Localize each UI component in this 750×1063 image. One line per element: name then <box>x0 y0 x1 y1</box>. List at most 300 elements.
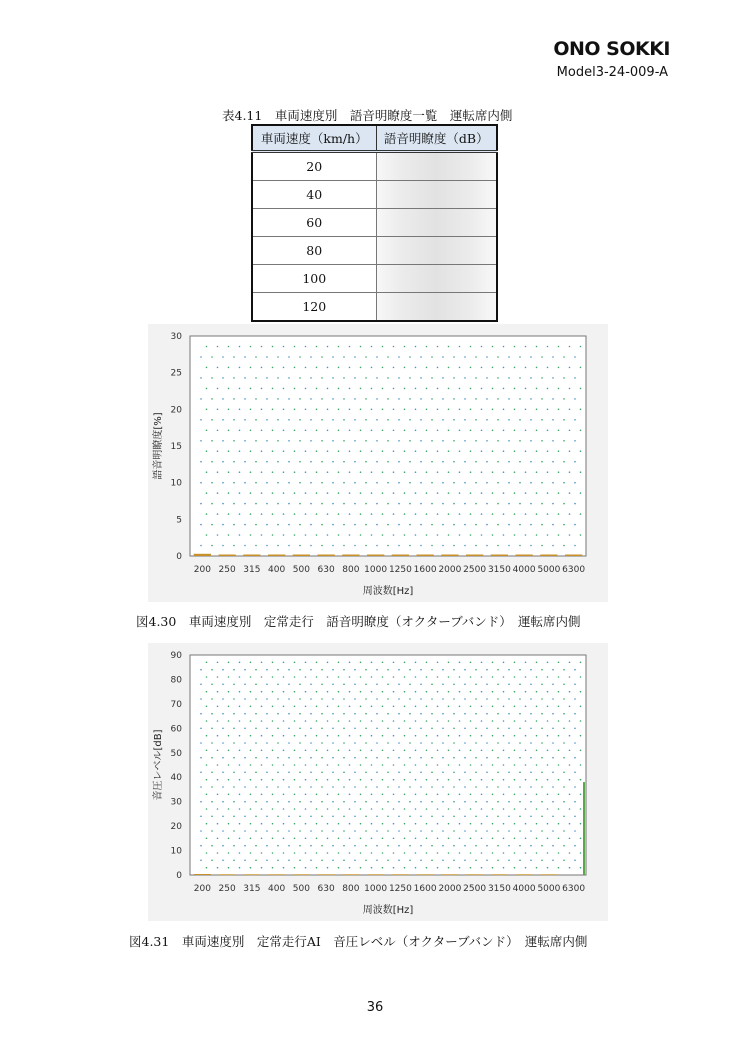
grid-dot <box>338 471 340 473</box>
grid-dot <box>261 450 263 452</box>
grid-dot <box>360 764 362 766</box>
x-tick-label: 500 <box>292 884 310 894</box>
grid-dot <box>332 742 334 744</box>
grid-dot <box>277 461 279 463</box>
grid-dot <box>464 684 466 686</box>
grid-dot <box>393 534 395 536</box>
grid-dot <box>200 524 202 526</box>
x-tick-label: 800 <box>342 565 360 575</box>
grid-dot <box>261 779 263 781</box>
grid-dot <box>354 801 356 803</box>
grid-dot <box>431 440 433 442</box>
grid-dot <box>404 823 406 825</box>
grid-dot <box>519 419 521 421</box>
grid-dot <box>233 377 235 379</box>
grid-dot <box>398 503 400 505</box>
grid-dot <box>398 801 400 803</box>
grid-dot <box>442 503 444 505</box>
grid-dot <box>261 534 263 536</box>
grid-dot <box>349 492 351 494</box>
grid-dot <box>431 845 433 847</box>
grid-dot <box>409 757 411 759</box>
grid-dot <box>497 545 499 547</box>
grid-dot <box>448 838 450 840</box>
grid-dot <box>503 838 505 840</box>
grid-dot <box>261 750 263 752</box>
grid-dot <box>371 388 373 390</box>
grid-dot <box>338 838 340 840</box>
grid-dot <box>552 503 554 505</box>
grid-dot <box>332 713 334 715</box>
grid-dot <box>277 440 279 442</box>
grid-dot <box>464 524 466 526</box>
grid-dot <box>503 823 505 825</box>
grid-dot <box>442 524 444 526</box>
grid-dot <box>206 808 208 810</box>
grid-dot <box>426 492 428 494</box>
data-bar <box>318 555 335 557</box>
grid-dot <box>541 757 543 759</box>
grid-dot <box>261 823 263 825</box>
grid-dot <box>426 388 428 390</box>
grid-dot <box>327 779 329 781</box>
grid-dot <box>486 684 488 686</box>
grid-dot <box>448 706 450 708</box>
grid-dot <box>211 816 213 818</box>
grid-dot <box>519 772 521 774</box>
grid-dot <box>409 801 411 803</box>
grid-dot <box>420 742 422 744</box>
grid-dot <box>316 471 318 473</box>
grid-dot <box>239 794 241 796</box>
grid-dot <box>547 838 549 840</box>
grid-dot <box>470 346 472 348</box>
grid-dot <box>338 808 340 810</box>
grid-dot <box>574 816 576 818</box>
grid-dot <box>272 534 274 536</box>
grid-dot <box>294 513 296 515</box>
x-tick-label: 3150 <box>487 565 511 575</box>
grid-dot <box>415 691 417 693</box>
grid-dot <box>525 409 527 411</box>
grid-dot <box>228 691 230 693</box>
grid-dot <box>327 676 329 678</box>
data-bar <box>243 555 260 557</box>
grid-dot <box>387 684 389 686</box>
grid-dot <box>250 750 252 752</box>
grid-dot <box>541 669 543 671</box>
grid-dot <box>486 801 488 803</box>
grid-dot <box>217 513 219 515</box>
grid-dot <box>244 728 246 730</box>
grid-dot <box>574 377 576 379</box>
grid-dot <box>255 757 257 759</box>
grid-dot <box>398 524 400 526</box>
grid-dot <box>250 409 252 411</box>
grid-dot <box>283 430 285 432</box>
grid-dot <box>387 713 389 715</box>
grid-dot <box>200 482 202 484</box>
x-axis-label: 周波数[Hz] <box>362 905 414 916</box>
grid-dot <box>255 461 257 463</box>
grid-dot <box>426 764 428 766</box>
grid-dot <box>563 356 565 358</box>
grid-dot <box>404 808 406 810</box>
grid-dot <box>310 398 312 400</box>
grid-dot <box>382 492 384 494</box>
grid-dot <box>404 471 406 473</box>
grid-dot <box>530 398 532 400</box>
grid-dot <box>481 852 483 854</box>
grid-dot <box>475 801 477 803</box>
grid-dot <box>475 845 477 847</box>
grid-dot <box>547 450 549 452</box>
grid-dot <box>530 503 532 505</box>
grid-dot <box>415 706 417 708</box>
grid-dot <box>250 852 252 854</box>
grid-dot <box>514 662 516 664</box>
grid-dot <box>574 757 576 759</box>
grid-dot <box>371 720 373 722</box>
grid-dot <box>211 713 213 715</box>
grid-dot <box>580 346 582 348</box>
grid-dot <box>563 786 565 788</box>
grid-dot <box>338 662 340 664</box>
grid-dot <box>442 461 444 463</box>
grid-dot <box>255 545 257 547</box>
grid-dot <box>283 794 285 796</box>
grid-dot <box>332 398 334 400</box>
grid-dot <box>492 367 494 369</box>
grid-dot <box>266 801 268 803</box>
data-bar <box>392 874 409 875</box>
grid-dot <box>228 867 230 869</box>
grid-dot <box>272 706 274 708</box>
grid-dot <box>277 728 279 730</box>
grid-dot <box>332 728 334 730</box>
grid-dot <box>294 750 296 752</box>
y-tick-label: 15 <box>170 442 182 452</box>
grid-dot <box>310 440 312 442</box>
grid-dot <box>563 684 565 686</box>
grid-dot <box>239 534 241 536</box>
redacted-value-cell <box>376 265 497 293</box>
grid-dot <box>415 852 417 854</box>
grid-dot <box>327 764 329 766</box>
grid-dot <box>365 772 367 774</box>
page-number: 36 <box>366 1000 384 1015</box>
grid-dot <box>547 794 549 796</box>
table-row <box>252 152 497 181</box>
grid-dot <box>305 471 307 473</box>
grid-dot <box>569 706 571 708</box>
grid-dot <box>343 419 345 421</box>
grid-dot <box>365 461 367 463</box>
grid-dot <box>508 757 510 759</box>
data-bar <box>243 874 260 875</box>
grid-dot <box>338 720 340 722</box>
grid-dot <box>459 867 461 869</box>
grid-dot <box>288 503 290 505</box>
grid-dot <box>305 492 307 494</box>
grid-dot <box>431 524 433 526</box>
grid-dot <box>206 409 208 411</box>
grid-dot <box>255 845 257 847</box>
x-tick-label: 500 <box>292 565 310 575</box>
grid-dot <box>294 720 296 722</box>
grid-dot <box>382 513 384 515</box>
grid-dot <box>530 684 532 686</box>
grid-dot <box>470 492 472 494</box>
grid-dot <box>321 757 323 759</box>
grid-dot <box>497 786 499 788</box>
grid-dot <box>343 845 345 847</box>
grid-dot <box>222 786 224 788</box>
grid-dot <box>211 440 213 442</box>
grid-dot <box>420 684 422 686</box>
grid-dot <box>470 409 472 411</box>
grid-dot <box>365 545 367 547</box>
grid-dot <box>448 779 450 781</box>
grid-dot <box>272 867 274 869</box>
grid-dot <box>503 450 505 452</box>
grid-dot <box>233 757 235 759</box>
grid-dot <box>503 691 505 693</box>
grid-dot <box>365 845 367 847</box>
grid-dot <box>288 713 290 715</box>
grid-dot <box>299 830 301 832</box>
grid-dot <box>459 534 461 536</box>
grid-dot <box>244 816 246 818</box>
grid-dot <box>459 735 461 737</box>
grid-dot <box>541 713 543 715</box>
grid-dot <box>459 720 461 722</box>
grid-dot <box>244 830 246 832</box>
grid-dot <box>316 750 318 752</box>
grid-dot <box>464 545 466 547</box>
grid-dot <box>519 845 521 847</box>
grid-dot <box>486 772 488 774</box>
grid-dot <box>222 698 224 700</box>
grid-dot <box>233 728 235 730</box>
grid-dot <box>299 684 301 686</box>
grid-dot <box>486 419 488 421</box>
grid-dot <box>255 713 257 715</box>
grid-dot <box>409 845 411 847</box>
grid-dot <box>299 524 301 526</box>
grid-dot <box>294 471 296 473</box>
grid-dot <box>574 398 576 400</box>
grid-dot <box>338 779 340 781</box>
grid-dot <box>541 398 543 400</box>
grid-dot <box>288 669 290 671</box>
grid-dot <box>277 482 279 484</box>
grid-dot <box>327 867 329 869</box>
grid-dot <box>558 409 560 411</box>
y-tick-label: 30 <box>170 332 182 342</box>
grid-dot <box>233 772 235 774</box>
grid-dot <box>266 684 268 686</box>
grid-dot <box>519 816 521 818</box>
grid-dot <box>404 492 406 494</box>
grid-dot <box>382 735 384 737</box>
grid-dot <box>558 388 560 390</box>
grid-dot <box>244 669 246 671</box>
grid-dot <box>228 706 230 708</box>
y-tick-label: 25 <box>170 368 182 379</box>
grid-dot <box>217 852 219 854</box>
table-row <box>252 293 497 322</box>
grid-dot <box>481 720 483 722</box>
grid-dot <box>360 750 362 752</box>
grid-dot <box>288 786 290 788</box>
grid-dot <box>283 388 285 390</box>
grid-dot <box>525 750 527 752</box>
grid-dot <box>233 419 235 421</box>
grid-dot <box>211 398 213 400</box>
speed-cell: 100 <box>252 265 376 293</box>
grid-dot <box>415 450 417 452</box>
grid-dot <box>338 492 340 494</box>
grid-dot <box>514 471 516 473</box>
grid-dot <box>371 492 373 494</box>
grid-dot <box>288 419 290 421</box>
grid-dot <box>305 764 307 766</box>
grid-dot <box>558 794 560 796</box>
grid-dot <box>233 742 235 744</box>
grid-dot <box>343 713 345 715</box>
grid-dot <box>261 409 263 411</box>
grid-dot <box>200 545 202 547</box>
grid-dot <box>448 367 450 369</box>
grid-dot <box>266 419 268 421</box>
grid-dot <box>563 398 565 400</box>
grid-dot <box>481 764 483 766</box>
grid-dot <box>376 772 378 774</box>
grid-dot <box>228 823 230 825</box>
grid-dot <box>563 482 565 484</box>
grid-dot <box>266 728 268 730</box>
grid-dot <box>453 801 455 803</box>
grid-dot <box>233 440 235 442</box>
grid-dot <box>316 794 318 796</box>
grid-dot <box>415 838 417 840</box>
grid-dot <box>519 698 521 700</box>
grid-dot <box>327 838 329 840</box>
grid-dot <box>327 852 329 854</box>
grid-dot <box>514 367 516 369</box>
grid-dot <box>442 757 444 759</box>
grid-dot <box>217 794 219 796</box>
grid-dot <box>228 534 230 536</box>
data-bar <box>565 555 582 557</box>
grid-dot <box>547 823 549 825</box>
grid-dot <box>376 742 378 744</box>
grid-dot <box>277 816 279 818</box>
grid-dot <box>305 662 307 664</box>
grid-dot <box>222 440 224 442</box>
grid-dot <box>272 492 274 494</box>
x-tick-label: 1250 <box>388 565 412 575</box>
grid-dot <box>255 503 257 505</box>
grid-dot <box>453 419 455 421</box>
grid-dot <box>244 377 246 379</box>
grid-dot <box>266 772 268 774</box>
grid-dot <box>393 346 395 348</box>
grid-dot <box>382 450 384 452</box>
grid-dot <box>552 545 554 547</box>
grid-dot <box>250 735 252 737</box>
grid-dot <box>283 808 285 810</box>
grid-dot <box>404 409 406 411</box>
grid-dot <box>354 757 356 759</box>
grid-dot <box>552 440 554 442</box>
grid-dot <box>448 750 450 752</box>
speed-cell: 120 <box>252 293 376 322</box>
grid-dot <box>492 513 494 515</box>
grid-dot <box>404 388 406 390</box>
grid-dot <box>310 698 312 700</box>
grid-dot <box>338 706 340 708</box>
grid-dot <box>574 772 576 774</box>
grid-dot <box>261 367 263 369</box>
x-tick-label: 1600 <box>413 884 437 894</box>
grid-dot <box>503 367 505 369</box>
grid-dot <box>453 669 455 671</box>
grid-dot <box>387 757 389 759</box>
grid-dot <box>464 786 466 788</box>
grid-dot <box>255 742 257 744</box>
grid-dot <box>497 816 499 818</box>
grid-dot <box>233 684 235 686</box>
grid-dot <box>481 388 483 390</box>
grid-dot <box>206 534 208 536</box>
grid-dot <box>541 461 543 463</box>
data-bar <box>268 555 285 557</box>
table-row <box>252 209 497 237</box>
grid-dot <box>415 779 417 781</box>
grid-dot <box>536 492 538 494</box>
grid-dot <box>277 545 279 547</box>
grid-dot <box>217 838 219 840</box>
grid-dot <box>376 524 378 526</box>
grid-dot <box>503 492 505 494</box>
data-bar <box>194 554 211 556</box>
grid-dot <box>486 860 488 862</box>
grid-dot <box>239 838 241 840</box>
grid-dot <box>222 545 224 547</box>
grid-dot <box>228 808 230 810</box>
grid-dot <box>250 838 252 840</box>
grid-dot <box>569 346 571 348</box>
grid-dot <box>365 816 367 818</box>
grid-dot <box>574 786 576 788</box>
grid-dot <box>431 816 433 818</box>
grid-dot <box>525 492 527 494</box>
grid-dot <box>398 377 400 379</box>
grid-dot <box>277 860 279 862</box>
grid-dot <box>266 503 268 505</box>
grid-dot <box>244 461 246 463</box>
grid-dot <box>481 367 483 369</box>
x-tick-label: 5000 <box>537 884 561 894</box>
data-bar <box>583 782 585 875</box>
grid-dot <box>316 513 318 515</box>
grid-dot <box>420 545 422 547</box>
grid-dot <box>558 735 560 737</box>
grid-dot <box>343 356 345 358</box>
grid-dot <box>310 772 312 774</box>
